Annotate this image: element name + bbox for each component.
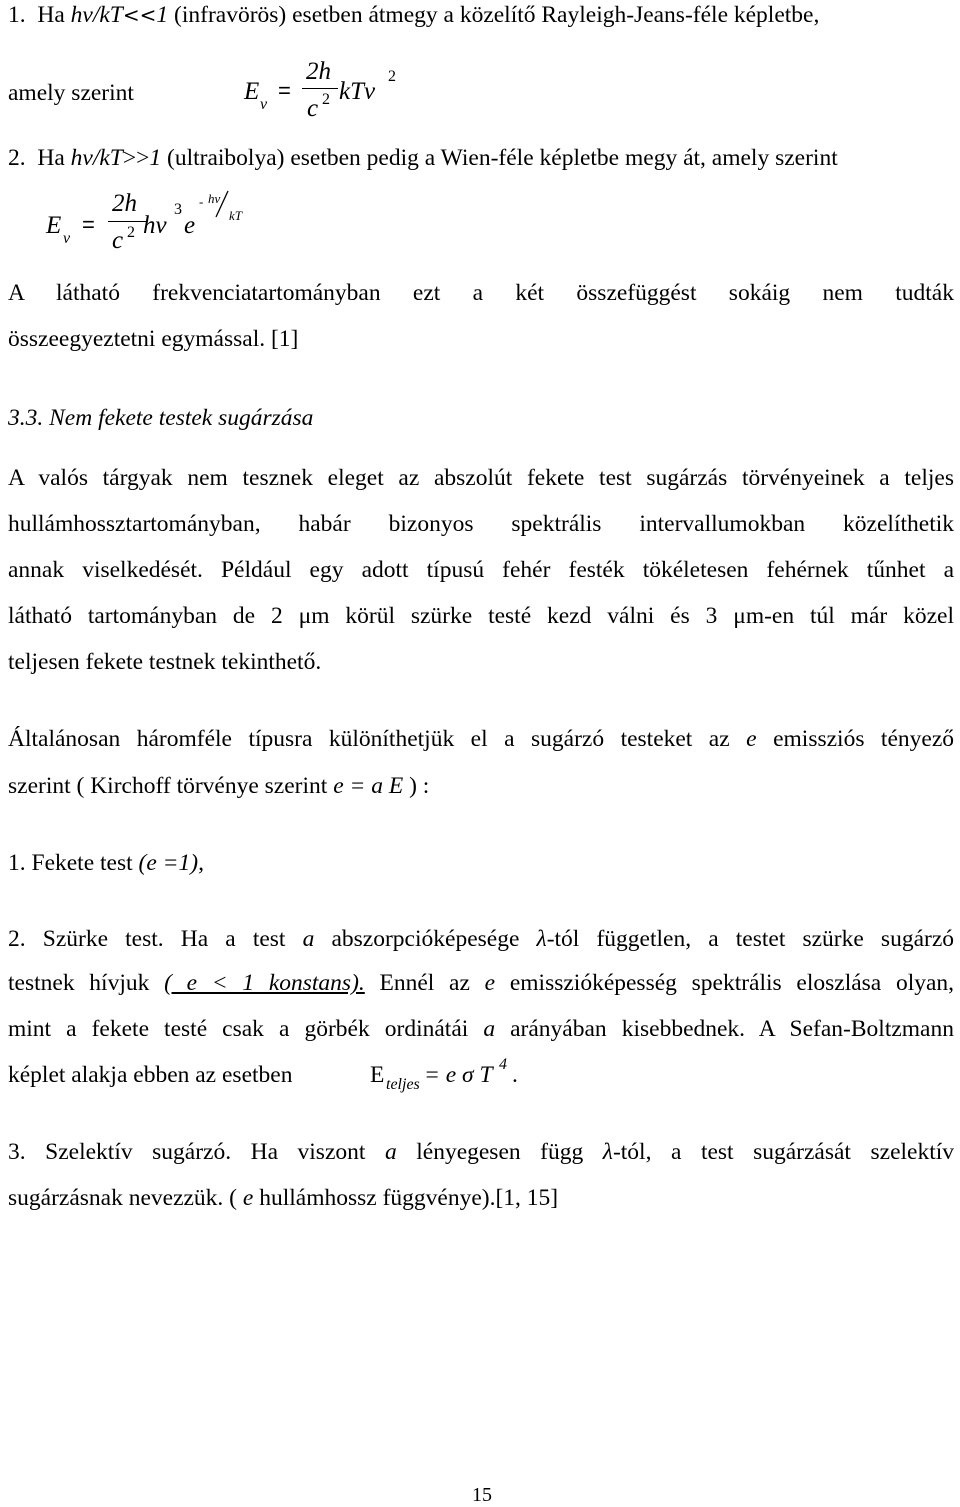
para2-line1: A valós tárgyak nem tesznek eleget az abszolút fekete test sugárzás törvényeinek a teljes [8,465,954,491]
para2-line2: hullámhossztartományban, habár bizonyos spektrális intervallumokban közelíthetik [8,511,954,537]
para1-line1: A látható frekvenciatartományban ezt a két összefüggést sokáig nem tudták [8,280,954,306]
section-heading [8,405,313,432]
para1-line2: összeegyeztetni egymással. [1] [8,326,299,352]
para3-line2: szerint ( Kirchoff törvénye szerint e = a E ) : [8,773,430,799]
section-title: Nem fekete testek sugárzása [49,405,314,431]
item2-number: 2. [8,145,26,171]
fraction-bar [302,88,338,89]
item1-line: 1. Ha hv/kT<<1 (infravörös) esetben átmegy a közelítő Rayleigh-Jeans-féle képletbe, [8,2,820,28]
amely-szerint-label: amely szerint [8,80,134,106]
type2-line2: testnek hívjuk ( e < 1 konstans). Ennél az e emisszióképesség spektrális eloszlása olyan, [8,970,955,996]
para2-line5: teljesen fekete testnek tekinthető. [8,649,322,675]
para2-line4: látható tartományban de 2 μm körül szürke testé kezd válni és 3 μm-en túl már közel [8,603,954,629]
type2-line4: képlet alakja ebben az esetben [8,1062,293,1088]
item2-condition: hv/kT [70,145,123,171]
type3-line2: sugárzásnak nevezzük. ( e hullámhossz függvénye).[1, 15] [8,1185,559,1211]
type1-line: 1. Fekete test (e =1), [8,850,204,876]
fraction-bar [108,221,146,222]
page-number: 15 [472,1484,492,1506]
item1-number: 1. [8,2,26,28]
kirchhoff-formula: e = a E [333,773,404,799]
para3-line1: Általánosan háromféle típusra különíthetjük el a sugárzó testeket az e emissziós tényező [8,726,955,752]
type2-line1: 2. Szürke test. Ha a test a abszorpcióképesége λ-tól független, a testet szürke sugárzó [8,926,955,952]
section-number: 3.3. [8,405,44,431]
type2-line3: mint a fekete testé csak a görbék ordinátái a arányában kisebbednek. A Sefan-Boltzmann [8,1016,954,1042]
item1-condition: hv/kT [70,2,123,28]
item2-line: 2. Ha hv/kT>>1 (ultraibolya) esetben pedig a Wien-féle képletbe megy át, amely szerint [8,145,838,171]
exponent-slash [214,190,230,218]
type3-line1: 3. Szelektív sugárzó. Ha viszont a lényegesen függ λ-tól, a test sugárzását szelektív [8,1139,955,1165]
para2-line3: annak viselkedését. Például egy adott típusú fehér festék tökéletesen fehérnek tűnhet a [8,557,954,583]
